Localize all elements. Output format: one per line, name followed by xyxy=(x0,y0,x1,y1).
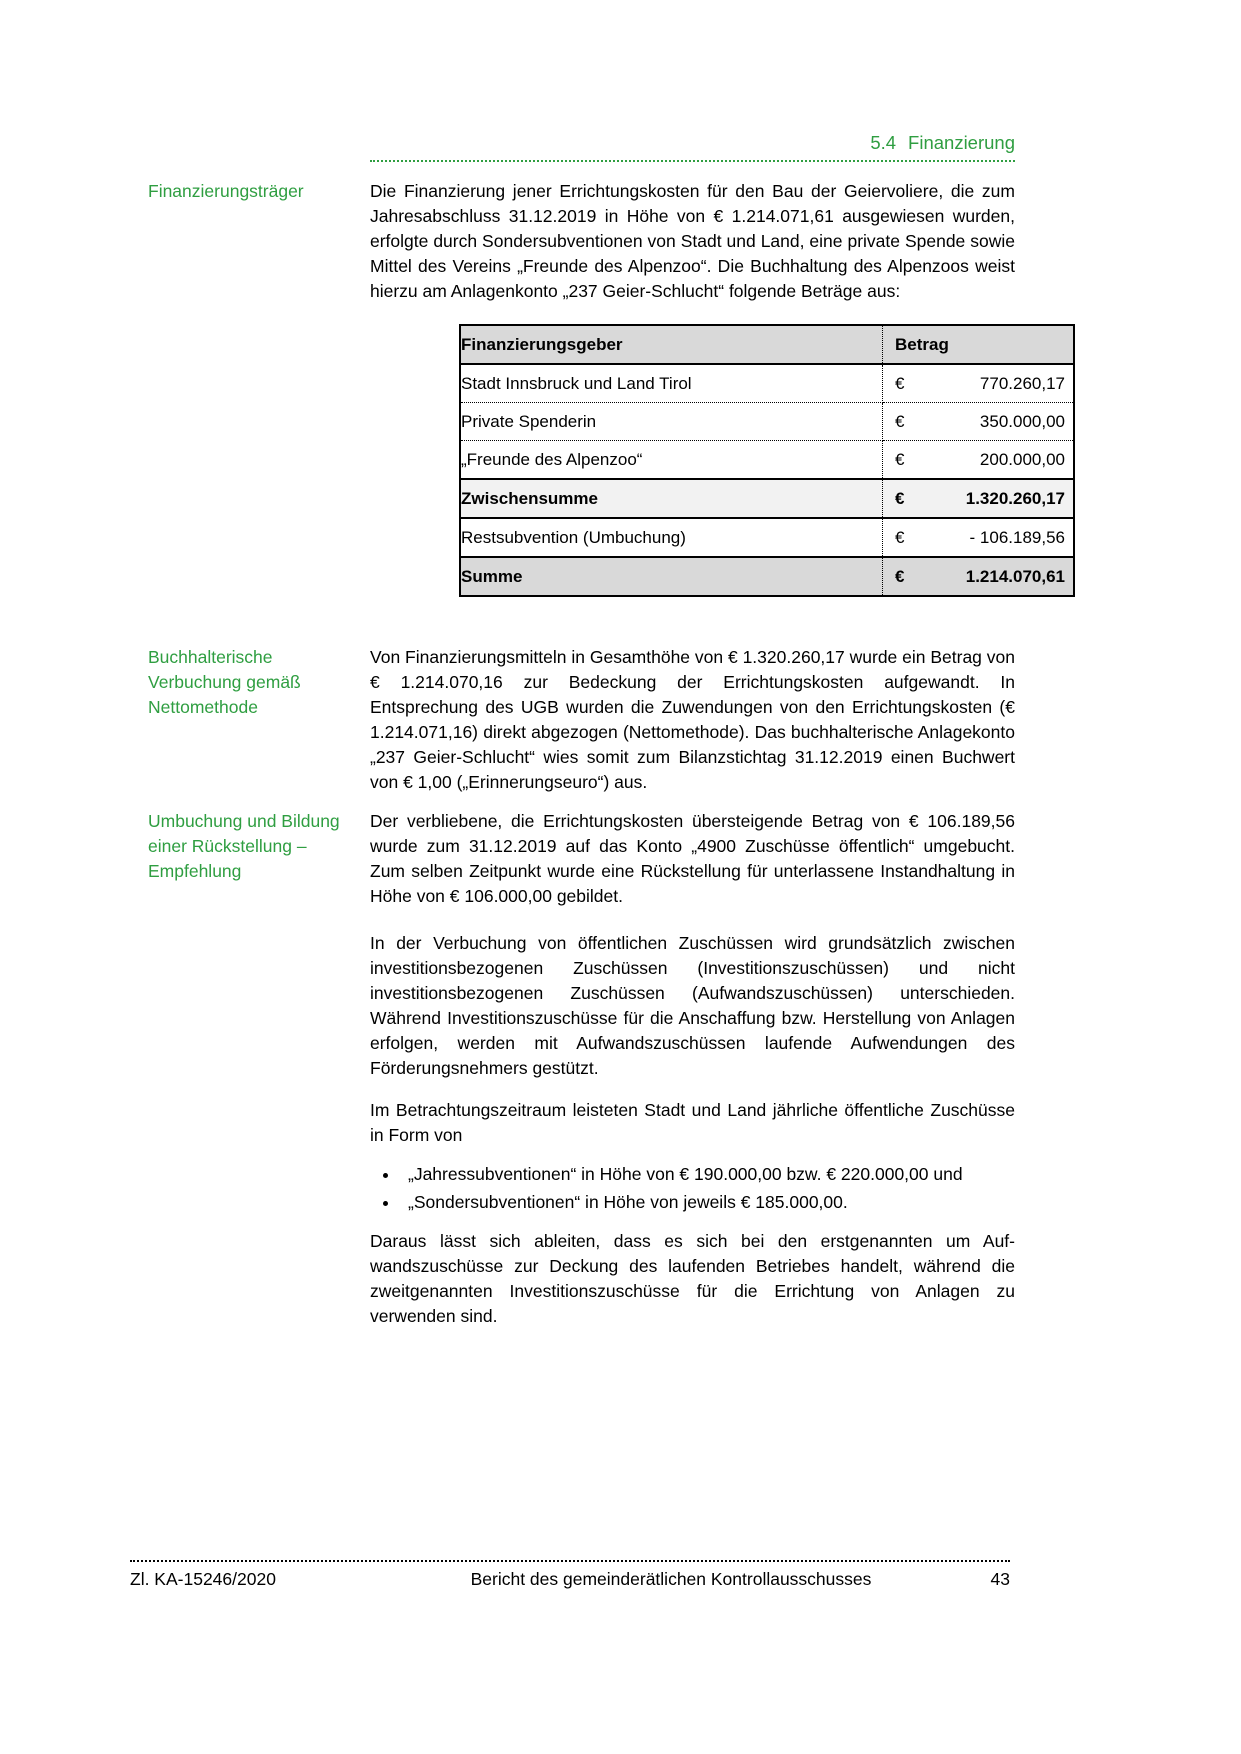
list-item: • „Jahressubventionen“ in Höhe von € 190.000,00 bzw. € 220.000,00 und xyxy=(400,1162,1015,1187)
table-header-row xyxy=(460,325,1074,364)
sidenote-finanzierungstraeger: Finanzierungsträger xyxy=(148,181,304,201)
currency-symbol: € xyxy=(895,488,905,508)
column-header-betrag: Betrag xyxy=(883,325,1075,364)
sidenote-umbuchung: Umbuchung und Bildung einer Rückstellung – Empfehlung xyxy=(148,811,340,881)
column-header-finanzierungsgeber: Finanzierungsgeber xyxy=(460,325,883,364)
table-row xyxy=(460,518,1074,557)
body-paragraph: Die Finanzierung jener Errichtungskosten für den Bau der Geiervoliere, die zum Jahresabschluss 31.12.2019 in Höhe von € 1.214.071,61 ausgewiesen wurden, erfolgte durch Sondersubventionen von Stadt und Land, eine private Spende sowie Mittel des Vereins „Freunde des Alpenzoo“. Die Buchhaltung des Alpenzoos weist hierzu am Anlagenkonto „237 Geier-Schlucht“ folgende Beträge aus: xyxy=(370,181,1015,301)
subvention-list xyxy=(370,1162,1015,1215)
body-paragraph: In der Verbuchung von öffentlichen Zuschüssen wird grundsätzlich zwischen investitionsbezogenen Zuschüssen (Investitionszuschüssen) und nicht investitionsbezogenen Zuschüssen (Aufwandszuschüssen) unterschieden. Während Investitionszuschüsse für die Anschaffung bzw. Herstellung von Anlagen erfolgen, werden mit Aufwandszuschüssen laufende Aufwendungen des Förderungsnehmers gestützt. xyxy=(370,933,1015,1078)
row-amount: 770.260,17 xyxy=(979,373,1065,393)
body-paragraph: Von Finanzierungsmitteln in Gesamthöhe von € 1.320.260,17 wurde ein Betrag von € 1.214.070,16 zur Bedeckung der Errichtungskosten aufgewandt. In Entsprechung des UGB wurden die Zuwendungen von den Errichtungskosten (€ 1.214.071,16) direkt abgezogen (Nettomethode). Das buchhalterische Anlagekonto „237 Geier-Schlucht“ wies somit zum Bilanzstichtag 31.12.2019 einen Buchwert von € 1,00 („Erinnerungseuro“) aus. xyxy=(370,647,1015,792)
body-paragraph: Im Betrachtungszeitraum leisteten Stadt und Land jährliche öffentliche Zuschüsse in Form von xyxy=(370,1100,1015,1145)
row-amount: 1.320.260,17 xyxy=(965,488,1065,508)
currency-symbol: € xyxy=(895,411,905,431)
body-paragraph: Der verbliebene, die Errichtungskosten übersteigende Betrag von € 106.189,56 wurde zum 31.12.2019 auf das Konto „4900 Zuschüsse öffentlich“ umgebucht. Zum selben Zeitpunkt wurde eine Rückstellung für unterlassene Instandhaltung in Höhe von € 106.000,00 gebildet. xyxy=(370,811,1015,906)
margin-spacer xyxy=(148,318,370,645)
footer-report-title: Bericht des gemeinderätlichen Kontrollausschusses xyxy=(470,1569,872,1589)
table-section xyxy=(148,318,1241,645)
list-item: • „Sondersubventionen“ in Höhe von jeweils € 185.000,00. xyxy=(400,1190,1015,1215)
row-label: Stadt Innsbruck und Land Tirol xyxy=(460,364,883,403)
section-heading xyxy=(370,131,1015,160)
row-amount: 350.000,00 xyxy=(979,411,1065,431)
section-umbuchung xyxy=(148,809,1241,1343)
table-row xyxy=(460,441,1074,480)
row-label: „Freunde des Alpenzoo“ xyxy=(460,441,883,480)
section-verbuchung xyxy=(148,645,1241,809)
currency-symbol: € xyxy=(895,527,905,547)
section-finanzierungstraeger xyxy=(148,179,1241,318)
currency-symbol: € xyxy=(895,373,905,393)
table-row xyxy=(460,364,1074,403)
body-paragraph: Daraus lässt sich ableiten, dass es sich bei den erstgenannten um Aufwandszuschüsse zur Deckung des laufenden Betriebes handelt, während die zweitgenannten Investitionszuschüsse für die Errichtung von Anlagen zu verwenden sind. xyxy=(370,1231,1015,1326)
margin-spacer xyxy=(148,131,370,162)
table-row xyxy=(460,403,1074,441)
currency-symbol: € xyxy=(895,449,905,469)
footer-dotted-rule xyxy=(130,1560,1010,1562)
section-header-row xyxy=(148,131,1241,162)
row-amount: - 106.189,56 xyxy=(969,527,1065,547)
footer-page-number: 43 xyxy=(990,1569,1010,1589)
heading-dotted-rule xyxy=(370,160,1015,162)
footer-reference: Zl. KA-15246/2020 xyxy=(130,1569,276,1589)
row-amount: 1.214.070,61 xyxy=(965,566,1065,586)
row-label: Summe xyxy=(460,557,883,596)
section-title: Finanzierung xyxy=(908,132,1015,153)
section-number: 5.4 xyxy=(870,132,897,153)
page-footer xyxy=(130,1560,1010,1590)
row-label: Zwischensumme xyxy=(460,479,883,518)
sidenote-verbuchung: Buchhalterische Verbuchung gemäß Nettomethode xyxy=(148,647,301,717)
table-subtotal-row xyxy=(460,479,1074,518)
row-amount: 200.000,00 xyxy=(979,449,1065,469)
table-total-row xyxy=(460,557,1074,596)
row-label: Private Spenderin xyxy=(460,403,883,441)
currency-symbol: € xyxy=(895,566,905,586)
financing-table xyxy=(459,324,1075,597)
row-label: Restsubvention (Umbuchung) xyxy=(460,518,883,557)
